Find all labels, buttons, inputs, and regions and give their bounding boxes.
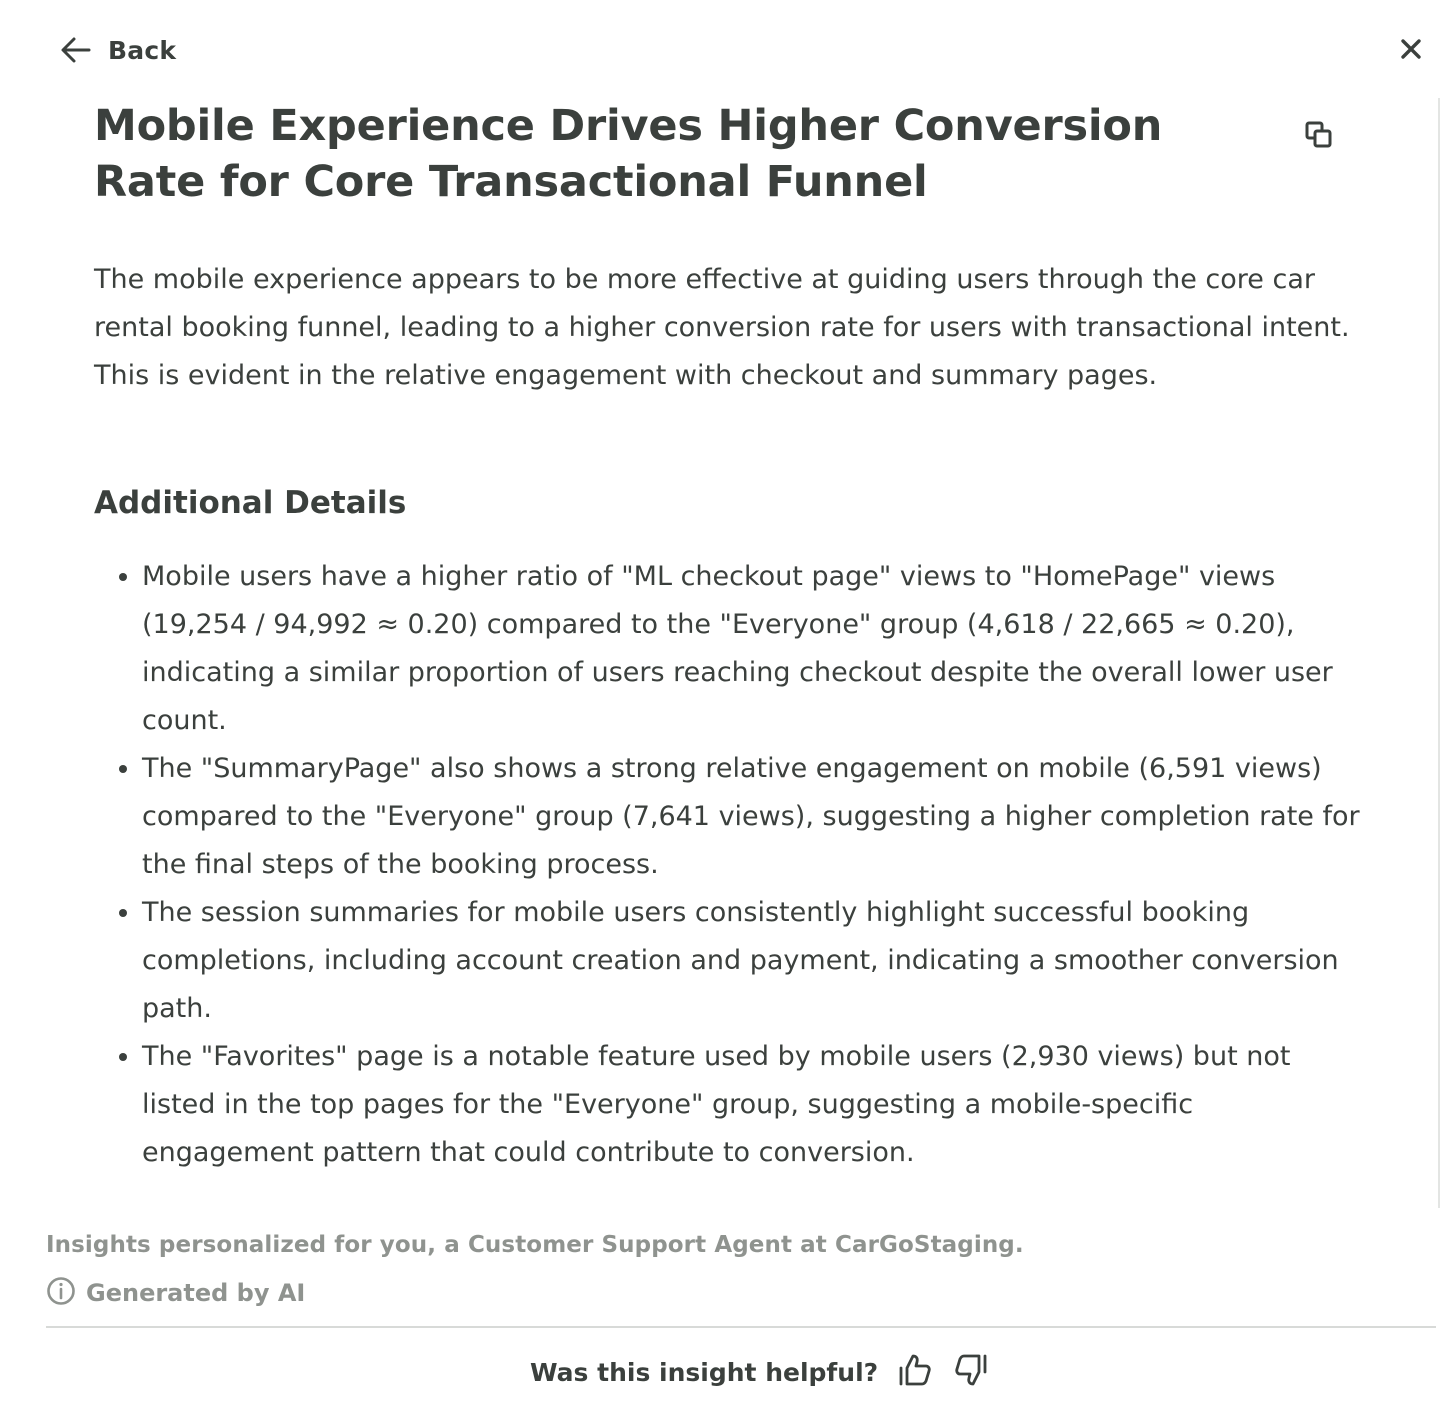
feedback-question: Was this insight helpful? — [530, 1357, 879, 1387]
footer — [0, 1208, 1444, 1422]
close-icon — [1400, 38, 1422, 64]
arrow-left-icon — [60, 36, 92, 64]
back-button[interactable] — [60, 30, 176, 70]
info-icon — [46, 1276, 76, 1310]
top-bar — [0, 0, 1444, 98]
thumbs-down-icon — [953, 1352, 989, 1392]
scrollbar[interactable] — [1438, 98, 1440, 1208]
insight-title: Mobile Experience Drives Higher Conversion Rate for Core Transactional Funnel — [94, 101, 1163, 207]
detail-item: • The session summaries for mobile users consistently highlight successful booking completions, including account creation and payment, indicating a smoother conversion path. — [142, 889, 1364, 1033]
insight-content[interactable] — [0, 98, 1444, 1208]
detail-item: • Mobile users have a higher ratio of "ML checkout page" views to "HomePage" views (19,254 / 94,992 ≈ 0.20) compared to the "Everyone" group (4,618 / 22,665 ≈ 0.20), indicating a similar proportion of users reaching checkout despite the overall lower user count. — [142, 553, 1364, 745]
details-heading: Additional Details — [94, 485, 407, 521]
back-label: Back — [108, 35, 177, 65]
feedback-row — [530, 1352, 990, 1392]
divider — [46, 1326, 1436, 1328]
detail-item: • The "Favorites" page is a notable feature used by mobile users (2,930 views) but not listed in the top pages for the "Everyone" group, suggesting a mobile-specific engagement pattern that could contribute to conversion. — [142, 1033, 1364, 1177]
copy-button[interactable] — [1302, 120, 1336, 154]
insight-summary: The mobile experience appears to be more effective at guiding users through the core car rental booking funnel, leading to a higher conversion rate for users with transactional intent. This is evident in the relative engagement with checkout and summary pages. — [94, 264, 1350, 391]
thumbs-up-button[interactable] — [896, 1353, 934, 1391]
thumbs-up-icon — [897, 1352, 933, 1392]
thumbs-down-button[interactable] — [952, 1353, 990, 1391]
personalized-note: Insights personalized for you, a Customer Support Agent at CarGoStaging. — [46, 1232, 1024, 1258]
detail-item: • The "SummaryPage" also shows a strong relative engagement on mobile (6,591 views) compared to the "Everyone" group (7,641 views), suggesting a higher completion rate for the final steps of the booking process. — [142, 745, 1364, 889]
details-list — [94, 553, 1364, 1177]
copy-icon — [1304, 120, 1334, 154]
close-button[interactable] — [1394, 34, 1428, 68]
generated-label: Generated by AI — [86, 1279, 306, 1307]
title-row — [94, 98, 1354, 210]
generated-by-ai — [46, 1276, 305, 1310]
